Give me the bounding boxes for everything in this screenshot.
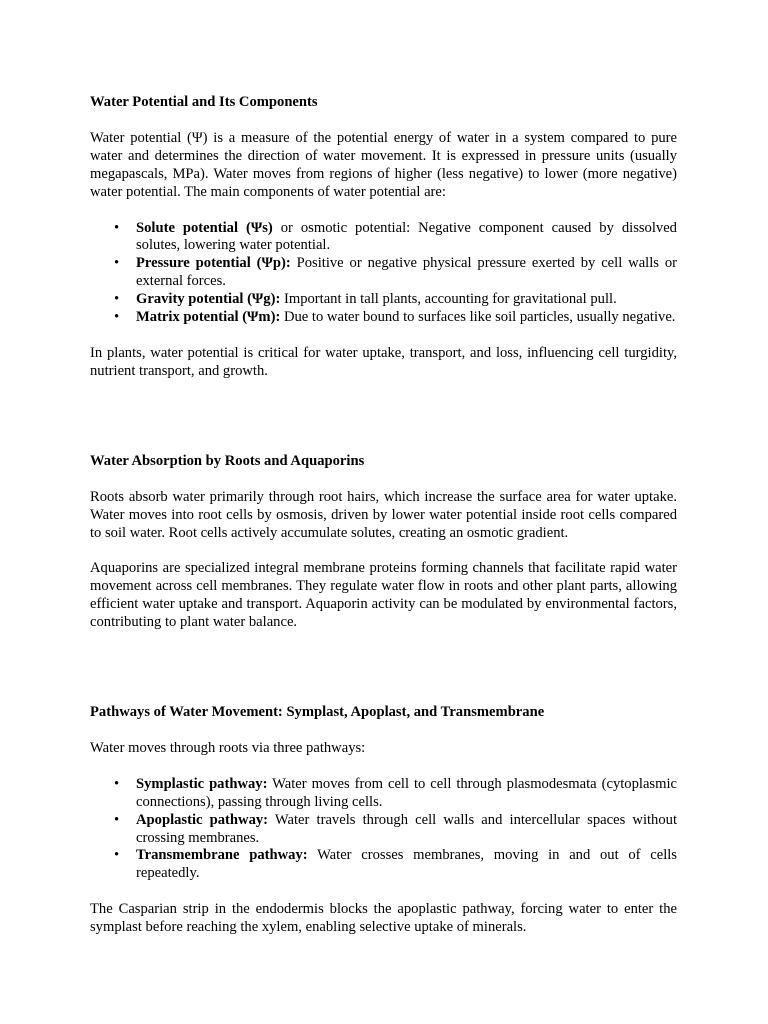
section-heading: Water Absorption by Roots and Aquaporins xyxy=(90,452,365,469)
section-spacer xyxy=(90,399,677,453)
paragraph: Water potential (Ψ) is a measure of the potential energy of water in a system compared to pure water and determines the direction of water movement. It is expressed in pressure units (usually megapascals, MPa). Water moves from regions of higher (less negative) to lower (more negative) water potential. The main components of water potential are: xyxy=(90,129,677,200)
list-item-text: Due to water bound to surfaces like soil particles, usually negative. xyxy=(280,309,676,326)
list-item xyxy=(136,309,677,327)
section-water-potential xyxy=(90,94,677,381)
section-heading: Water Potential and Its Components xyxy=(90,94,318,110)
paragraph: Aquaporins are specialized integral membrane proteins forming channels that facilitate rapid water movement across cell membranes. They regulate water flow in roots and other plant parts, allowing efficient water uptake and transport. Aquaporin activity can be modulated by environmental factors, contributing to plant water balance. xyxy=(90,560,677,631)
list-item-term: Apoplastic pathway: xyxy=(136,811,269,828)
list-item-text: Important in tall plants, accounting for gravitational pull. xyxy=(280,291,617,308)
document-page xyxy=(90,94,677,955)
list-item-term: Symplastic pathway: xyxy=(136,775,268,792)
list-item xyxy=(136,847,677,883)
paragraph: The Casparian strip in the endodermis blocks the apoplastic pathway, forcing water to enter the symplast before reaching the xylem, enabling selective uptake of minerals. xyxy=(90,901,677,936)
section-spacer xyxy=(90,650,677,704)
list-item-text: Water moves from cell to cell through plasmodesmata (cytoplasmic connections), passing through living cells. xyxy=(136,775,677,810)
list-item-text: Water crosses membranes, moving in and out of cells repeatedly. xyxy=(136,847,677,882)
section-water-pathways xyxy=(90,704,677,937)
list-item xyxy=(136,255,677,291)
paragraph: In plants, water potential is critical for water uptake, transport, and loss, influencing cell turgidity, nutrient transport, and growth. xyxy=(90,344,677,379)
list-item-term: Matrix potential (Ψm): xyxy=(136,309,281,326)
list-item-term: Solute potential (Ψs) xyxy=(136,219,273,236)
list-item xyxy=(136,812,677,848)
list-item-term: Pressure potential (Ψp): xyxy=(136,255,291,272)
paragraph: Water moves through roots via three pathways: xyxy=(90,739,366,756)
paragraph: Roots absorb water primarily through root hairs, which increase the surface area for water uptake. Water moves into root cells by osmosis, driven by lower water potential inside root cells compared to soil water. Root cells actively accumulate solutes, creating an osmotic gradient. xyxy=(90,488,677,541)
list-item xyxy=(136,776,677,812)
list-item-text: Positive or negative physical pressure exerted by cell walls or external forces. xyxy=(136,255,677,290)
list-item-term: Transmembrane pathway: xyxy=(136,847,308,864)
section-water-absorption xyxy=(90,453,677,632)
list-item-text: Water travels through cell walls and intercellular spaces without crossing membranes. xyxy=(136,811,677,846)
section-heading: Pathways of Water Movement: Symplast, Apoplast, and Transmembrane xyxy=(90,704,545,721)
list-item-term: Gravity potential (Ψg): xyxy=(136,291,281,308)
list-item xyxy=(136,220,677,256)
bullet-list xyxy=(90,776,677,883)
list-item xyxy=(136,291,677,309)
list-item-text: or osmotic potential: Negative component caused by dissolved solutes, lowering water potential. xyxy=(136,219,677,254)
bullet-list xyxy=(90,220,677,327)
